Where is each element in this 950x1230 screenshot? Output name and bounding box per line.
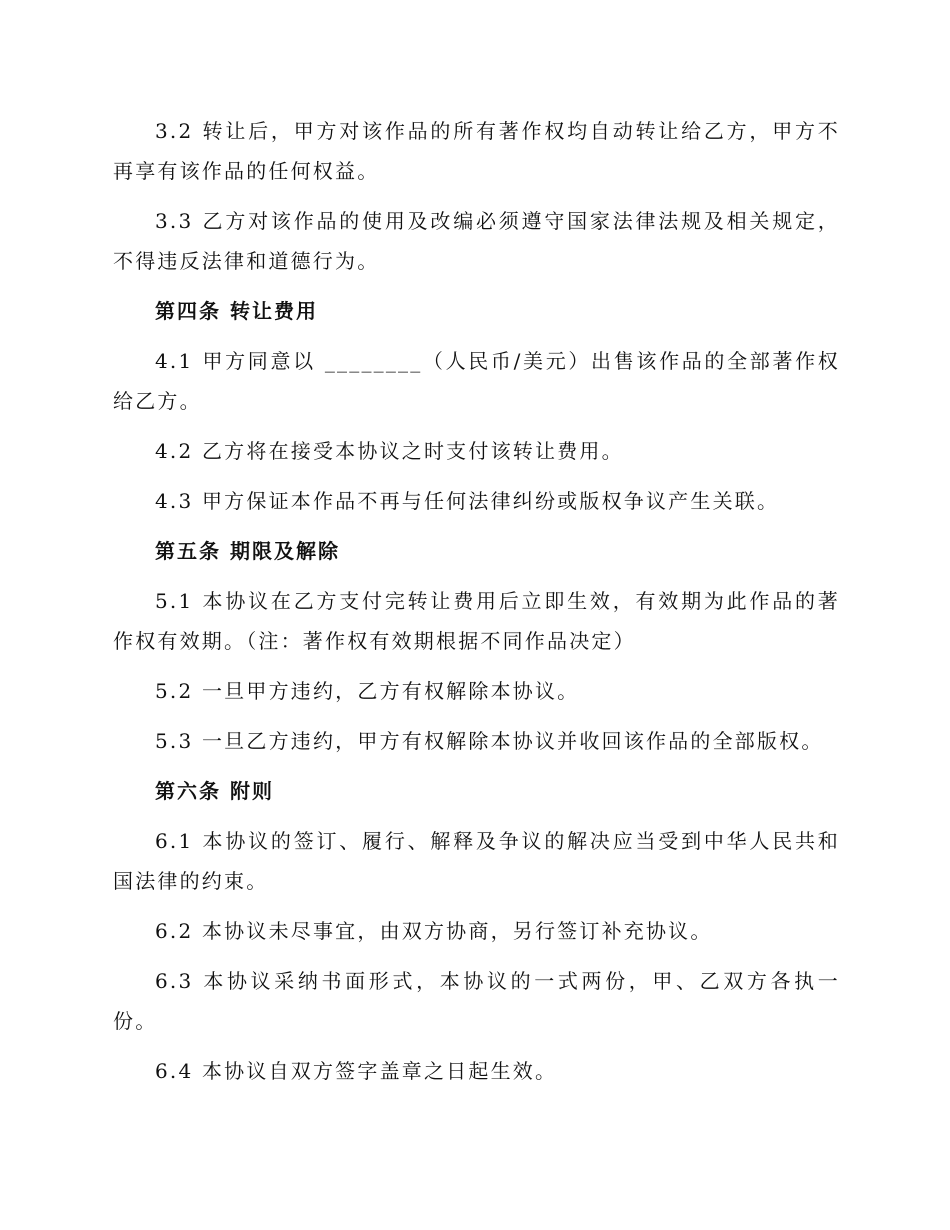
clause-4-3: 4.3 甲方保证本作品不再与任何法律纠纷或版权争议产生关联。	[155, 489, 780, 513]
clause-6-3: 6.3 本协议采纳书面形式，本协议的一式两份，甲、乙双方各执一份。	[113, 969, 840, 1033]
clause-6-2: 6.2 本协议未尽事宜，由双方协商，另行签订补充协议。	[155, 919, 713, 943]
clause-3-2: 3.2 转让后，甲方对该作品的所有著作权均自动转让给乙方，甲方不再享有该作品的任何权益。	[113, 119, 840, 183]
document-body	[113, 111, 840, 1091]
clause-5-1: 5.1 本协议在乙方支付完转让费用后立即生效，有效期为此作品的著作权有效期。（注：著作权有效期根据不同作品决定）	[113, 589, 840, 653]
clause-4-1: 4.1 甲方同意以 ________（人民币/美元）出售该作品的全部著作权给乙方。	[113, 349, 840, 413]
article-5-heading: 第五条 期限及解除	[155, 539, 340, 563]
clause-5-2: 5.2 一旦甲方违约，乙方有权解除本协议。	[155, 679, 580, 703]
clause-6-1: 6.1 本协议的签订、履行、解释及争议的解决应当受到中华人民共和国法律的约束。	[113, 829, 840, 893]
clause-5-3: 5.3 一旦乙方违约，甲方有权解除本协议并收回该作品的全部版权。	[155, 729, 824, 753]
article-4-heading: 第四条 转让费用	[155, 299, 318, 323]
clause-3-3: 3.3 乙方对该作品的使用及改编必须遵守国家法律法规及相关规定，不得违反法律和道德行为。	[113, 209, 840, 273]
clause-4-2: 4.2 乙方将在接受本协议之时支付该转让费用。	[155, 439, 624, 463]
article-6-heading: 第六条 附则	[155, 779, 274, 803]
clause-6-4: 6.4 本协议自双方签字盖章之日起生效。	[155, 1059, 558, 1083]
